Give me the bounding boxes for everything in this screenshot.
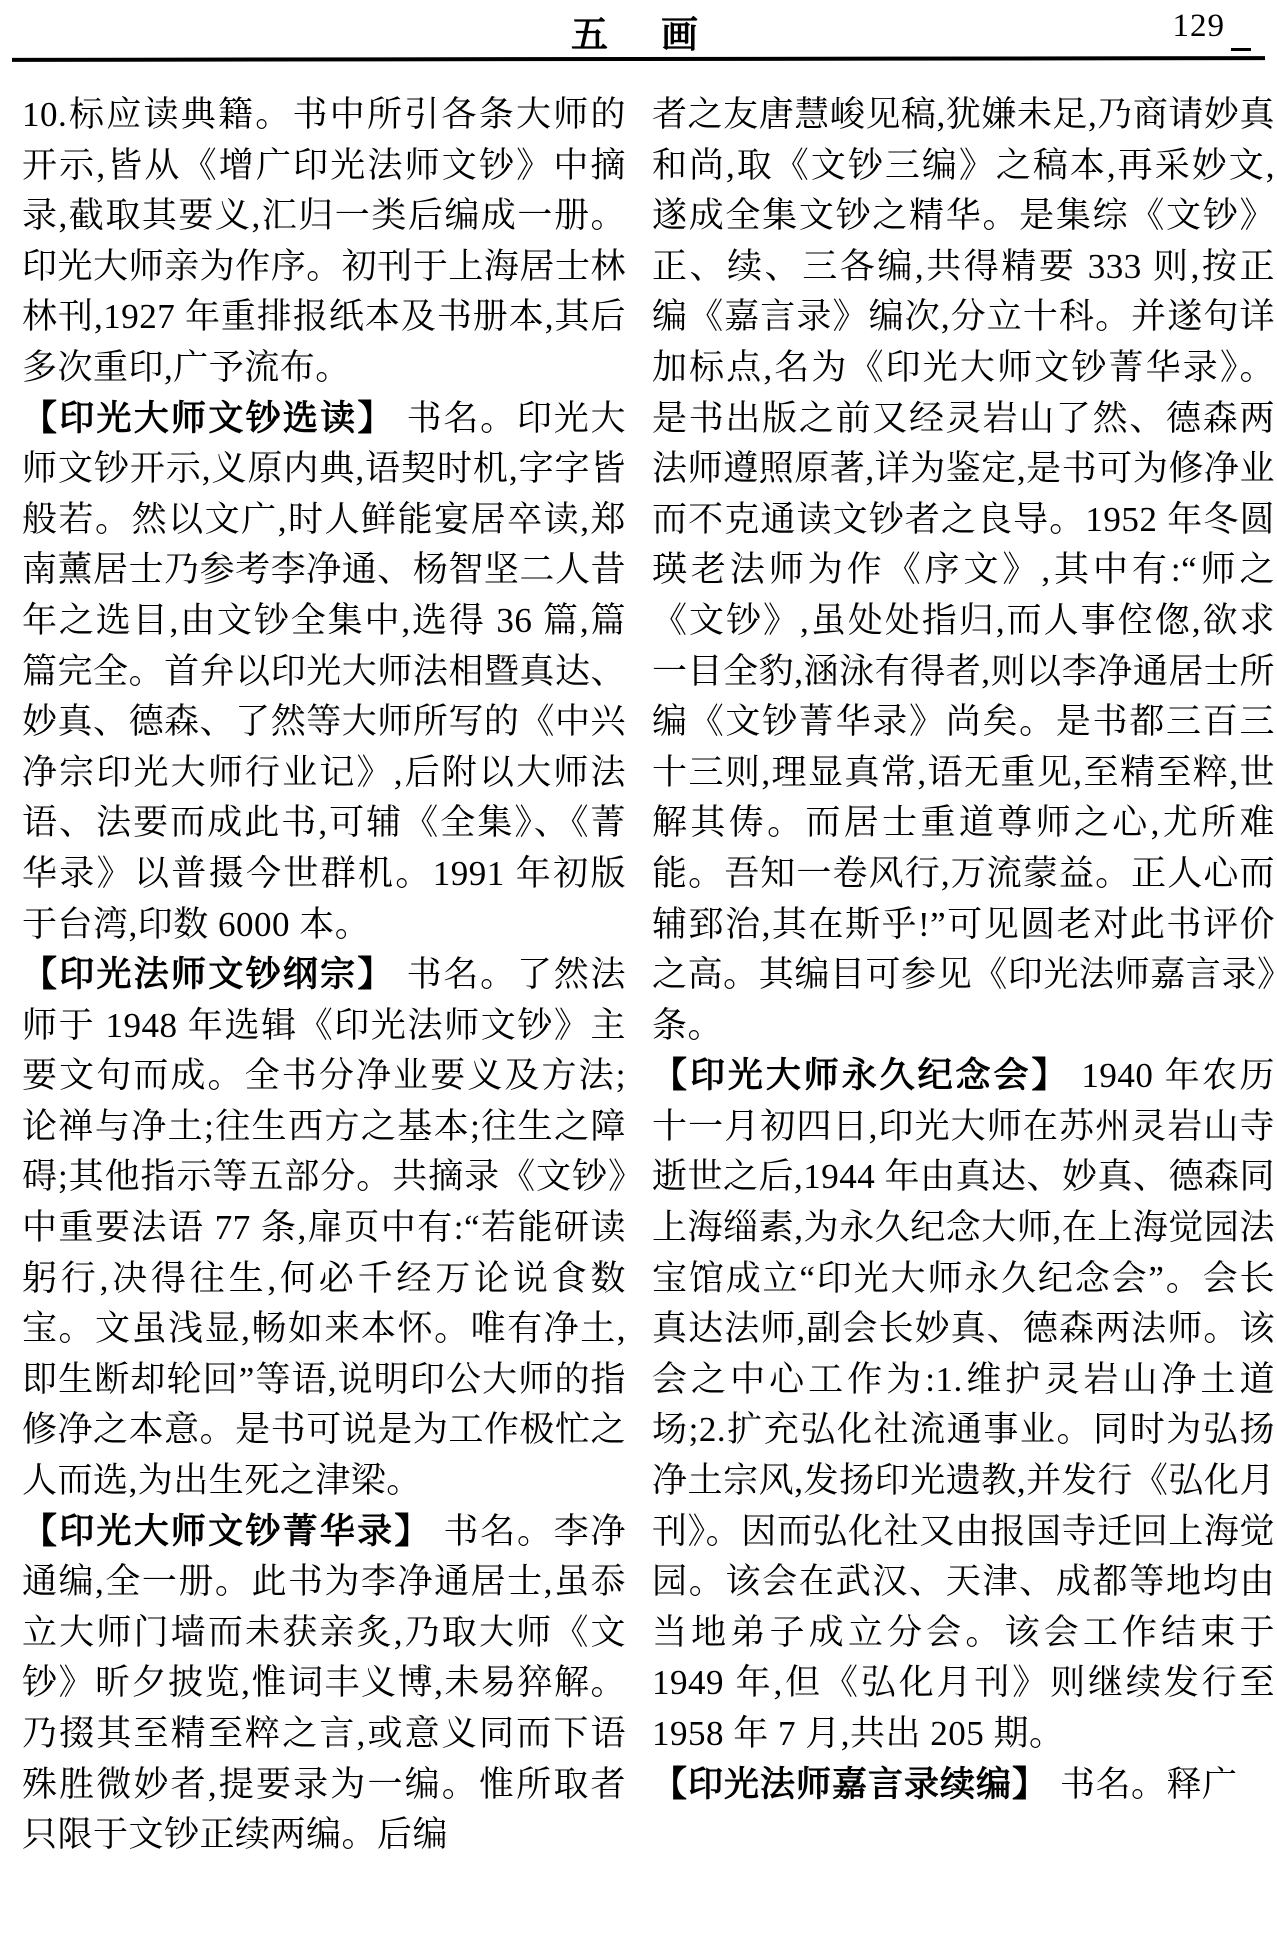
- entry-headword: 【印光法师嘉言录续编】: [652, 1764, 1049, 1804]
- page-number-underline-mark: [1231, 48, 1251, 51]
- entry-paragraph: 【印光大师永久纪念会】 1940 年农历十一月初四日,印光大师在苏州灵岩山寺逝世之后,1944 年由真达、妙真、德森同上海缁素,为永久纪念大师,在上海觉园法宝馆成立“印光大师永久纪念会”。会长真达法师,副会长妙真、德森两法师。该会之中心工作为:1.维护灵岩山净土道场;2.扩充弘化社流通事业。同时为弘扬净土宗风,发扬印光遗教,并发行《弘化月刊》。因而弘化社又由报国寺迁回上海觉园。该会在武汉、天津、成都等地均由当地弟子成立分会。该会工作结束于 1949 年,但《弘化月刊》则继续发行至 1958 年 7 月,共出 205 期。: [652, 1056, 1275, 1753]
- entry-paragraph: 者之友唐慧峻见稿,犹嫌未足,乃商请妙真和尚,取《文钞三编》之稿本,再采妙文,遂成全集文钞之精华。是集综《文钞》正、续、三各编,共得精要 333 则,按正编《嘉言录》编次,分立十科。并遂句详加标点,名为《印光大师文钞菁华录》。是书出版之前又经灵岩山了然、德森两法师遵照原著,详为鉴定,是书可为修净业而不克通读文钞者之良导。1952 年冬圆瑛老法师为作《序文》,其中有:“师之《文钞》,虽处处指归,而人事倥偬,欲求一目全豹,涵泳有得者,则以李净通居士所编《文钞菁华录》尚矣。是书都三百三十三则,理显真常,语无重见,至精至粹,世解其俦。而居士重道尊师之心,尤所难能。吾知一卷风行,万流蒙益。正人心而辅郅治,其在斯乎!”可见圆老对此书评价之高。其编目可参见《印光法师嘉言录》条。: [652, 95, 1275, 1045]
- entry-paragraph: 10.标应读典籍。书中所引各条大师的开示,皆从《增广印光法师文钞》中摘录,截取其要义,汇归一类后编成一册。印光大师亲为作序。初刊于上海居士林林刊,1927 年重排报纸本及书册本,其后多次重印,广予流布。: [22, 95, 626, 387]
- entry-headword: 【印光法师文钞纲宗】: [22, 955, 395, 995]
- entry-paragraph: 【印光大师文钞菁华录】 书名。李净通编,全一册。此书为李净通居士,虽忝立大师门墙而未获亲炙,乃取大师《文钞》昕夕披览,惟词丰义博,未易猝解。乃掇其至精至粹之言,或意义同而下语殊胜微妙者,提要录为一编。惟所取者只限于文钞正续两编。后编: [22, 1511, 626, 1855]
- page-number: 129: [1172, 8, 1225, 44]
- left-column: [22, 90, 626, 1932]
- entry-headword: 【印光大师永久纪念会】: [652, 1056, 1070, 1096]
- page-title: 五 画: [571, 15, 706, 56]
- entry-paragraph: 【印光法师文钞纲宗】 书名。了然法师于 1948 年选辑《印光法师文钞》主要文句而成。全书分净业要义及方法;论禅与净土;往生西方之基本;往生之障碍;其他指示等五部分。共摘录《文钞》中重要法语 77 条,扉页中有:“若能研读躬行,决得往生,何必千经万论说食数宝。文虽浅显,畅如来本怀。唯有净土,即生断却轮回”等语,说明印公大师的指修净之本意。是书可说是为工作极忙之人而选,为出生死之津梁。: [22, 955, 626, 1501]
- text-columns: [22, 90, 1275, 1932]
- entry-paragraph: 【印光法师嘉言录续编】 书名。释广: [652, 1764, 1238, 1804]
- entry-headword: 【印光大师文钞选读】: [22, 398, 395, 438]
- right-column: [652, 90, 1275, 1932]
- entry-headword: 【印光大师文钞菁华录】: [22, 1511, 432, 1551]
- header-divider-rule: [12, 56, 1265, 62]
- entry-paragraph: 【印光大师文钞选读】 书名。印光大师文钞开示,义原内典,语契时机,字字皆般若。然以文广,时人鲜能宴居卒读,郑南薰居士乃参考李净通、杨智坚二人昔年之选目,由文钞全集中,选得 36 篇,篇篇完全。首弁以印光大师法相暨真达、妙真、德森、了然等大师所写的《中兴净宗印光大师行业记》,后附以大师法语、法要而成此书,可辅《全集》、《菁华录》以普摄今世群机。1991 年初版于台湾,印数 6000 本。: [22, 398, 626, 944]
